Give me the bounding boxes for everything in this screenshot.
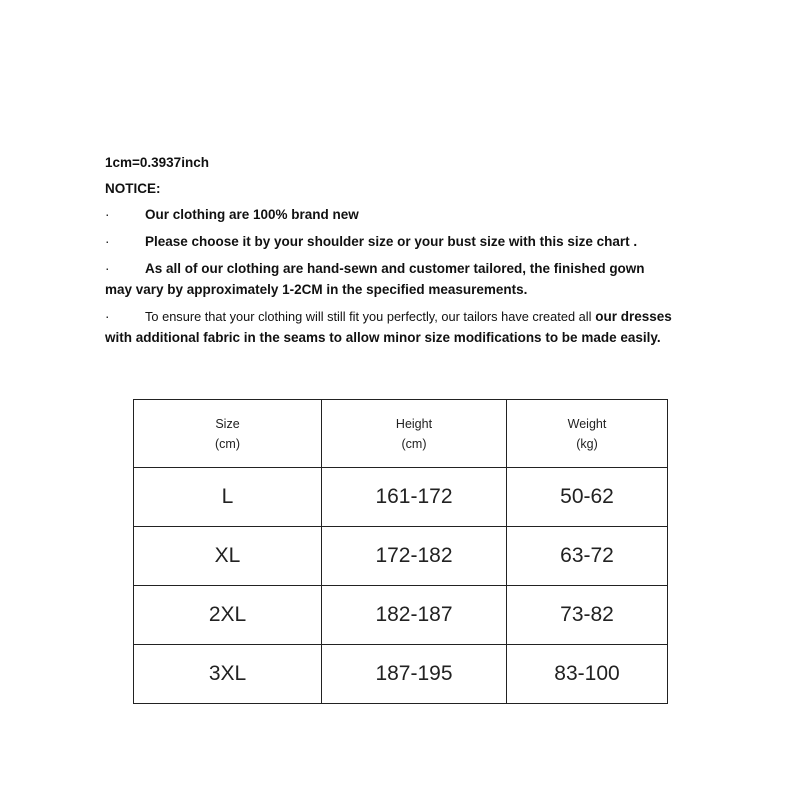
notice-item xyxy=(105,231,675,252)
cell-size: 3XL xyxy=(134,645,322,704)
notice-item-text: our dresses with additional fabric in the seams to allow minor size modifications to be made easily. xyxy=(105,309,672,345)
header-unit: (cm) xyxy=(215,436,240,451)
cell-height: 187-195 xyxy=(322,645,507,704)
size-chart-table xyxy=(133,399,668,704)
notice-item-text: As all of our clothing are hand-sewn and customer tailored, the finished gown may vary by approximately 1-2CM in the specified measurements. xyxy=(105,261,645,297)
table-row xyxy=(134,586,668,645)
bullet-dot-icon: · xyxy=(105,207,110,222)
notice-item xyxy=(105,306,675,348)
cell-weight: 50-62 xyxy=(507,468,668,527)
notice-item-text: Our clothing are 100% brand new xyxy=(145,207,359,222)
cell-weight: 83-100 xyxy=(507,645,668,704)
table-row xyxy=(134,468,668,527)
header-label: Height xyxy=(395,416,433,431)
bullet-dot-icon: · xyxy=(105,234,110,249)
header-unit: (cm) xyxy=(401,436,427,451)
cell-weight: 73-82 xyxy=(507,586,668,645)
header-label: Weight xyxy=(567,416,607,431)
header-unit: (kg) xyxy=(576,436,598,451)
notice-item xyxy=(105,204,675,225)
header-height xyxy=(322,400,507,468)
header-size xyxy=(134,400,322,468)
table-row xyxy=(134,645,668,704)
notice-item xyxy=(105,258,675,300)
cell-height: 182-187 xyxy=(322,586,507,645)
table-row xyxy=(134,527,668,586)
cell-size: L xyxy=(134,468,322,527)
cell-size: XL xyxy=(134,527,322,586)
notice-item-text: Please choose it by your shoulder size or your bust size with this size chart . xyxy=(145,234,638,249)
cell-height: 161-172 xyxy=(322,468,507,527)
cell-weight: 63-72 xyxy=(507,527,668,586)
bullet-dot-icon: · xyxy=(105,309,110,324)
unit-conversion: 1cm=0.3937inch xyxy=(105,155,209,170)
header-weight xyxy=(507,400,668,468)
cell-height: 172-182 xyxy=(322,527,507,586)
notice-section xyxy=(105,152,675,354)
notice-item-lead: To ensure that your clothing will still fit you perfectly, our tailors have created all xyxy=(145,309,592,324)
bullet-dot-icon: · xyxy=(105,261,110,276)
table-header-row xyxy=(134,400,668,468)
notice-title: NOTICE: xyxy=(105,181,161,196)
header-label: Size xyxy=(215,416,240,431)
cell-size: 2XL xyxy=(134,586,322,645)
